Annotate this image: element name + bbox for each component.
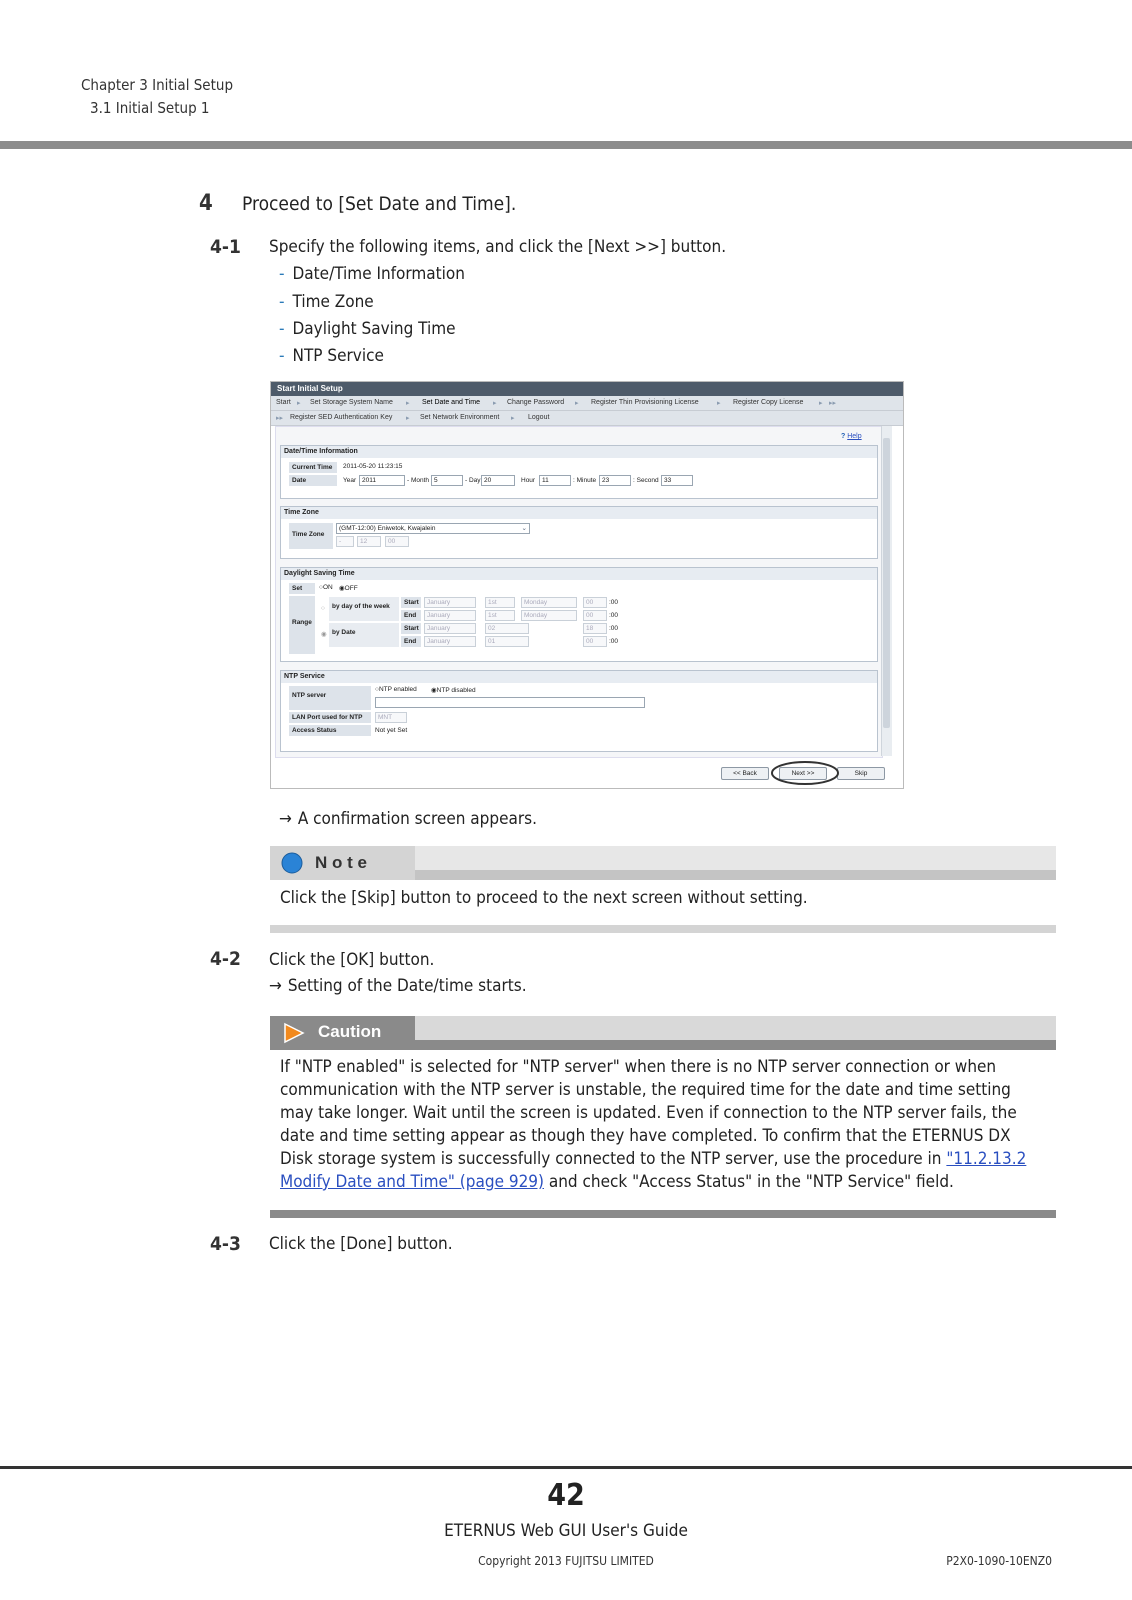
day-label: - Day — [465, 477, 481, 484]
note-text: Click the [Skip] button to proceed to the next screen without setting. — [280, 888, 808, 908]
nav-item[interactable]: Register Thin Provisioning License — [591, 399, 699, 406]
start-label: Start — [401, 623, 421, 634]
hour-select[interactable]: 18 — [583, 623, 607, 634]
substep-text: Click the [OK] button. — [269, 950, 435, 970]
nav-item[interactable]: Change Password — [507, 399, 565, 406]
timezone-section — [280, 506, 878, 559]
double-chevron-icon: ▸▸ — [829, 400, 837, 407]
dash-bullet: - — [279, 264, 285, 284]
caution-title: Caution — [318, 1022, 382, 1041]
list-item: - Daylight Saving Time — [279, 319, 456, 339]
access-status-value: Not yet Set — [375, 727, 408, 734]
weekday-select[interactable]: Monday — [521, 610, 577, 621]
dash-bullet: - — [279, 292, 285, 312]
section-heading: NTP Service — [281, 671, 877, 683]
header-rule — [0, 141, 1132, 149]
page-link[interactable]: "11.2.13.2 Modify Date and Time" (page 929) — [280, 1149, 1027, 1192]
minutes-text: :00 — [609, 612, 619, 619]
date-select[interactable]: 02 — [485, 623, 529, 634]
page-number: 42 — [547, 1478, 585, 1513]
note-bar — [270, 846, 1056, 880]
right-arrow-icon: → — [269, 976, 282, 996]
field-label: NTP server — [289, 686, 371, 710]
tz-sign-select[interactable]: - — [336, 536, 354, 547]
minutes-text: :00 — [609, 599, 619, 606]
radio-icon[interactable]: ◉ — [321, 631, 327, 638]
nav-item[interactable]: Set Storage System Name — [310, 399, 393, 406]
dash-bullet: - — [279, 346, 285, 366]
wizard-nav-row2: ▸▸ Register SED Authentication Key ▸ Set Network Environment ▸ Logout — [271, 411, 903, 426]
wizard-nav-row1: Start ▸ Set Storage System Name ▸ Set Date and Time ▸ Change Password ▸ Register Thin Provisioning License ▸ Register Copy License ▸ ▸▸ — [271, 396, 903, 411]
week-select[interactable]: 1st — [485, 610, 515, 621]
back-button[interactable]: << Back — [721, 767, 769, 780]
lan-port-select[interactable]: MNT — [375, 712, 407, 723]
note-end-bar — [270, 925, 1056, 933]
step-heading: Proceed to [Set Date and Time]. — [242, 193, 517, 215]
list-item: - Time Zone — [279, 292, 374, 312]
by-week-label: by day of the week — [329, 597, 399, 621]
dst-off-radio[interactable]: ◉OFF — [339, 585, 358, 592]
radio-icon[interactable]: ○ — [321, 605, 325, 612]
question-icon: ? — [841, 433, 846, 440]
highlight-ellipse — [769, 759, 841, 787]
end-label: End — [401, 610, 421, 621]
chevron-down-icon: ⌄ — [521, 525, 527, 532]
section-heading: Date/Time Information — [281, 446, 877, 458]
nav-item[interactable]: Register Copy License — [733, 399, 804, 406]
field-label: Date — [289, 475, 337, 486]
minutes-text: :00 — [609, 638, 619, 645]
minute-input[interactable]: 23 — [599, 475, 631, 486]
dst-on-radio[interactable]: ○ON — [319, 584, 333, 591]
month-select[interactable]: January — [424, 597, 476, 608]
day-input[interactable]: 20 — [481, 475, 515, 486]
footer-rule — [0, 1466, 1132, 1469]
nav-item-current[interactable]: Set Date and Time — [422, 399, 480, 406]
nav-item[interactable]: Register SED Authentication Key — [290, 414, 393, 421]
section-heading: Daylight Saving Time — [281, 568, 877, 580]
field-label: Set — [289, 583, 315, 594]
caution-arrow-icon — [283, 1022, 305, 1044]
result-text: → Setting of the Date/time starts. — [269, 976, 527, 996]
setup-screenshot — [270, 381, 904, 789]
field-label: Current Time — [289, 462, 337, 473]
hour-label: Hour — [521, 477, 536, 484]
weekday-select[interactable]: Monday — [521, 597, 577, 608]
list-item: - NTP Service — [279, 346, 384, 366]
ntp-disabled-radio[interactable]: ◉NTP disabled — [431, 687, 476, 694]
start-label: Start — [401, 597, 421, 608]
chapter-title: Chapter 3 Initial Setup — [81, 76, 234, 94]
hour-select[interactable]: 00 — [583, 597, 607, 608]
nav-item[interactable]: Start — [276, 399, 291, 406]
list-item: - Date/Time Information — [279, 264, 465, 284]
field-label: LAN Port used for NTP — [289, 712, 371, 723]
note-icon — [281, 852, 303, 874]
second-label: : Second — [633, 477, 659, 484]
result-text: → A confirmation screen appears. — [279, 809, 537, 829]
hour-select[interactable]: 00 — [583, 610, 607, 621]
field-label: Time Zone — [289, 523, 333, 549]
section-title: 3.1 Initial Setup 1 — [90, 99, 210, 117]
month-input[interactable]: 5 — [431, 475, 463, 486]
by-date-label: by Date — [329, 623, 399, 647]
dash-bullet: - — [279, 319, 285, 339]
date-select[interactable]: 01 — [485, 636, 529, 647]
substep-text: Click the [Done] button. — [269, 1234, 453, 1254]
caution-text: If "NTP enabled" is selected for "NTP server" when there is no NTP server connection or when communication with the NTP server is unstable, the required time for the date and time setting may take longer. Wait until the screen is updated. Even if connection to the NTP server fails, the date and time setting appear as though they have completed. To confirm that the ETERNUS DX Disk storage system is successfully connected to the NTP server, use the procedure in "11.2.13.2 Modify Date and Time" (page 929) and check "Access Status" in the "NTP Service" field. — [280, 1057, 1027, 1192]
caution-bar — [270, 1016, 1056, 1050]
datetime-section — [280, 445, 878, 499]
minutes-text: :00 — [609, 625, 619, 632]
month-select[interactable]: January — [424, 636, 476, 647]
month-select[interactable]: January — [424, 623, 476, 634]
minute-label: : Minute — [573, 477, 597, 484]
end-label: End — [401, 636, 421, 647]
guide-title: ETERNUS Web GUI User's Guide — [444, 1521, 688, 1541]
tz-hour-select[interactable]: 12 — [357, 536, 381, 547]
hour-select[interactable]: 00 — [583, 636, 607, 647]
dst-section — [280, 567, 878, 662]
form-area — [275, 426, 883, 758]
week-select[interactable]: 1st — [485, 597, 515, 608]
nav-item[interactable]: Logout — [528, 414, 550, 421]
hour-input[interactable]: 11 — [539, 475, 571, 486]
ntp-server-input[interactable] — [375, 697, 645, 708]
field-label: Access Status — [289, 725, 371, 736]
help-link[interactable]: ? Help — [841, 433, 862, 440]
tz-minute-select[interactable]: 00 — [385, 536, 409, 547]
current-time-value: 2011-05-20 11:23:15 — [343, 463, 403, 470]
substep-number: 4-2 — [210, 948, 241, 970]
substep-text: Specify the following items, and click the [Next >>] button. — [269, 237, 727, 257]
year-label: Year — [343, 477, 357, 484]
substep-number: 4-3 — [210, 1233, 241, 1255]
ntp-enabled-radio[interactable]: ○NTP enabled — [375, 686, 417, 693]
month-label: - Month — [407, 477, 430, 484]
section-heading: Time Zone — [281, 507, 877, 519]
doc-code: P2X0-1090-10ENZ0 — [946, 1554, 1052, 1568]
field-label: Range — [289, 596, 315, 654]
scrollbar[interactable] — [881, 426, 892, 756]
second-input[interactable]: 33 — [661, 475, 693, 486]
skip-button[interactable]: Skip — [837, 767, 885, 780]
timezone-select[interactable]: (GMT-12:00) Eniwetok, Kwajalein ⌄ — [336, 523, 530, 534]
double-chevron-icon: ▸▸ — [276, 415, 284, 422]
copyright: Copyright 2013 FUJITSU LIMITED — [478, 1554, 654, 1568]
note-title: N o t e — [315, 853, 367, 872]
year-input[interactable]: 2011 — [359, 475, 405, 486]
month-select[interactable]: January — [424, 610, 476, 621]
substep-number: 4-1 — [210, 236, 241, 258]
step-number: 4 — [199, 191, 213, 216]
caution-end-bar — [270, 1210, 1056, 1218]
nav-item[interactable]: Set Network Environment — [420, 414, 500, 421]
screenshot-title: Start Initial Setup — [271, 382, 903, 396]
ntp-section — [280, 670, 878, 752]
right-arrow-icon: → — [279, 809, 292, 829]
next-button[interactable]: Next >> — [779, 767, 827, 780]
